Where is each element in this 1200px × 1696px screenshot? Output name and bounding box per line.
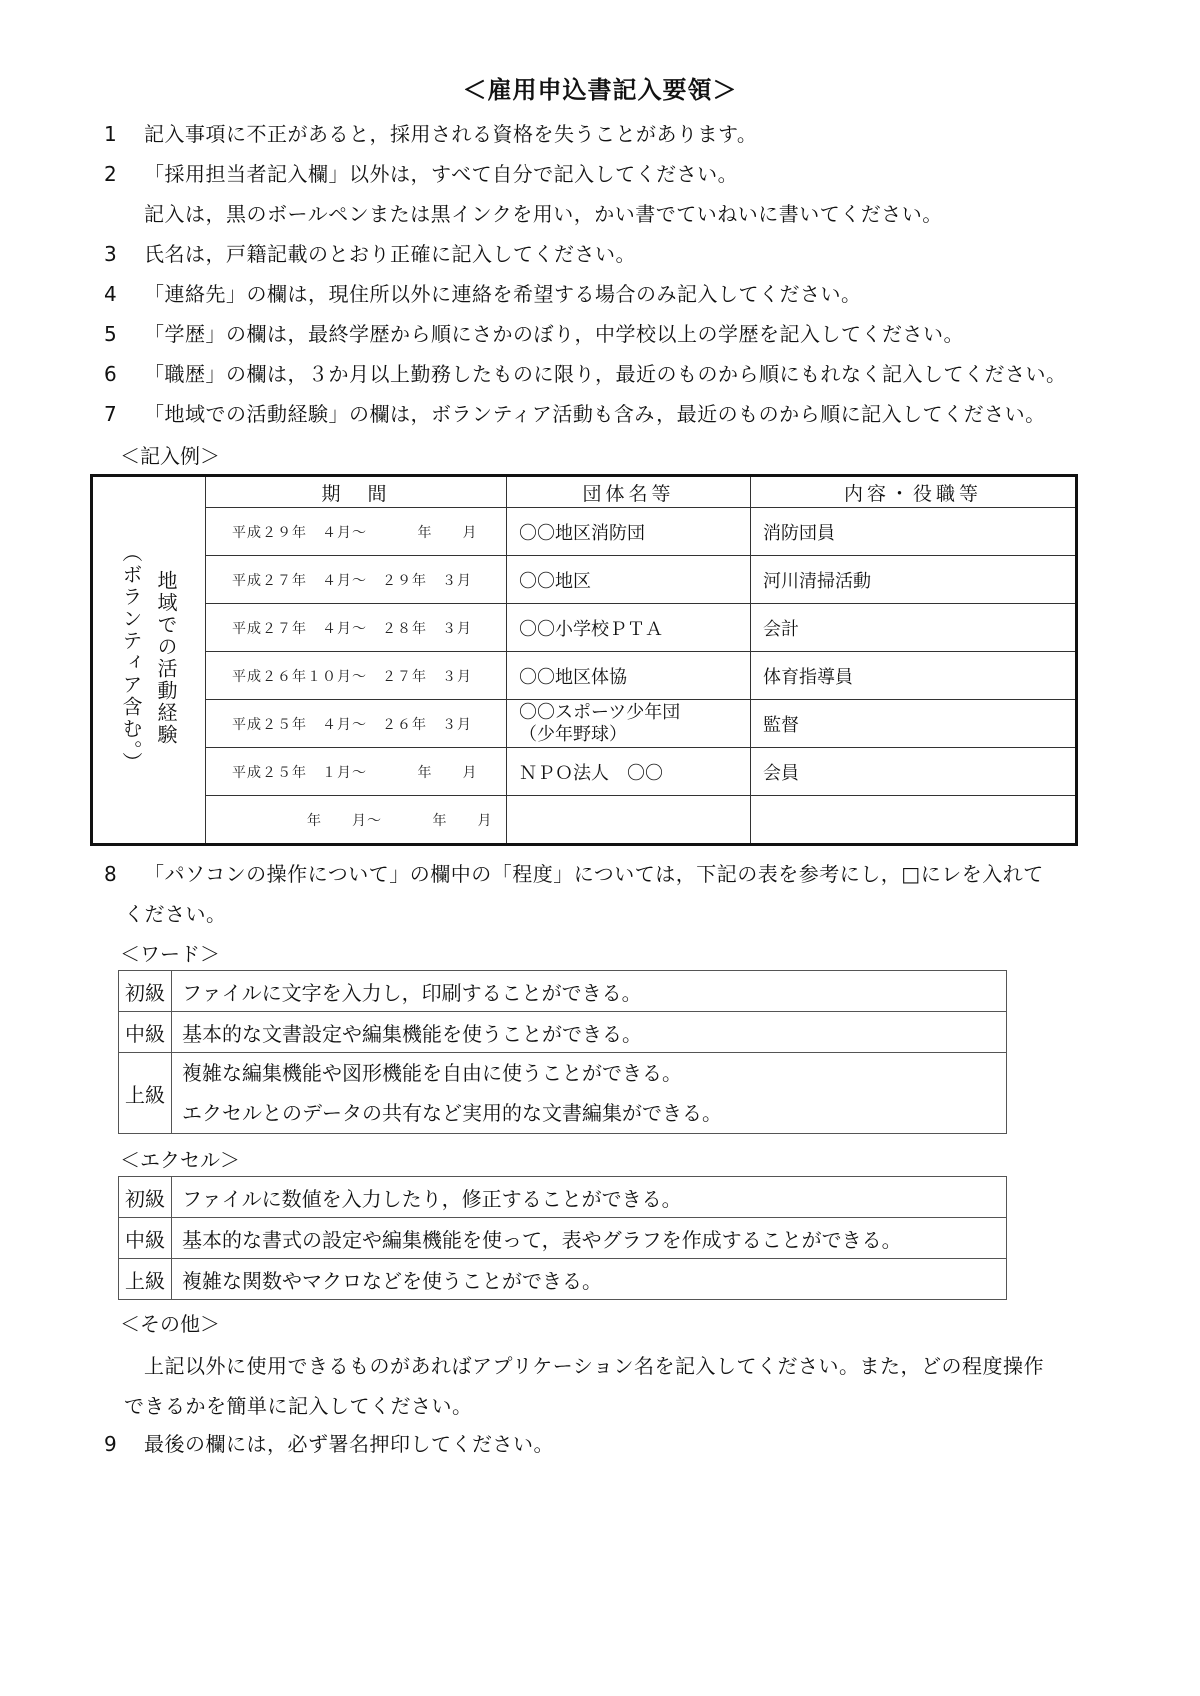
- org-cell: 〇〇地区体協: [507, 652, 751, 700]
- item-text: 「学歴」の欄は，最終学歴から順にさかのぼり，中学校以上の学歴を記入してください。: [144, 322, 964, 346]
- org-cell: ＮＰＯ法人 〇〇: [507, 748, 751, 796]
- table-row: [92, 508, 1077, 556]
- level-label: 中級: [119, 1218, 172, 1259]
- item-number: 7: [104, 402, 118, 426]
- role-cell: 消防団員: [751, 508, 1077, 556]
- item-number: 9: [104, 1432, 118, 1456]
- org-name: 〇〇スポーツ少年団: [519, 701, 681, 723]
- item-text: 氏名は，戸籍記載のとおり正確に記入してください。: [144, 242, 636, 266]
- level-label: 初級: [119, 971, 172, 1012]
- item-text: 記入事項に不正があると，採用される資格を失うことがあります。: [144, 122, 758, 146]
- org-cell: 〇〇地区消防団: [507, 508, 751, 556]
- item-2: [104, 160, 738, 188]
- item-3: [104, 240, 636, 268]
- item-1: [104, 120, 757, 148]
- period-cell: 平成２６年１０月～ ２７年 ３月: [206, 652, 507, 700]
- table-row: [92, 748, 1077, 796]
- table-row: [119, 1012, 1007, 1053]
- table-row: [92, 796, 1077, 845]
- level-label: 初級: [119, 1177, 172, 1218]
- level-label: 上級: [119, 1053, 172, 1134]
- level-description: 基本的な書式の設定や編集機能を使って，表やグラフを作成することができる。: [172, 1218, 1007, 1259]
- other-heading: ＜その他＞: [120, 1312, 220, 1336]
- document-title: ＜雇用申込書記入要領＞: [462, 76, 738, 104]
- word-level-table: [118, 970, 1007, 1134]
- excel-level-table: [118, 1176, 1007, 1300]
- table-row: [119, 1218, 1007, 1259]
- item-4: [104, 280, 862, 308]
- level-description: [172, 1053, 1007, 1134]
- org-note: （少年野球）: [519, 723, 627, 745]
- column-header-org: 団体名等: [507, 476, 751, 508]
- period-cell: 平成２９年 ４月～ 年 月: [206, 508, 507, 556]
- item-number: 8: [104, 862, 118, 886]
- side-label-main: 地域での活動経験: [154, 569, 178, 746]
- role-cell: 監督: [751, 700, 1077, 748]
- example-header-row: [92, 476, 1077, 508]
- period-cell: 平成２７年 ４月～ ２８年 ３月: [206, 604, 507, 652]
- item-number: 2: [104, 162, 118, 186]
- item-7: [104, 400, 1046, 428]
- item-number: 5: [104, 322, 118, 346]
- other-text-line-2: できるかを簡単に記入してください。: [124, 1394, 473, 1418]
- period-cell: 年 月～ 年 月: [206, 796, 507, 845]
- period-cell: 平成２７年 ４月～ ２９年 ３月: [206, 556, 507, 604]
- role-cell: 会員: [751, 748, 1077, 796]
- item-number: 4: [104, 282, 118, 306]
- role-cell: 体育指導員: [751, 652, 1077, 700]
- period-cell: 平成２５年 ４月～ ２６年 ３月: [206, 700, 507, 748]
- table-row: [119, 1053, 1007, 1134]
- table-row: [119, 971, 1007, 1012]
- table-row: [92, 556, 1077, 604]
- other-text-line-1: 上記以外に使用できるものがあればアプリケーション名を記入してください。また，どの程度操作: [144, 1354, 1044, 1378]
- table-row: [92, 700, 1077, 748]
- org-cell: 〇〇小学校ＰＴＡ: [507, 604, 751, 652]
- org-cell: 〇〇地区: [507, 556, 751, 604]
- level-description: 基本的な文書設定や編集機能を使うことができる。: [172, 1012, 1007, 1053]
- item-5: [104, 320, 964, 348]
- org-cell: [507, 796, 751, 845]
- level-label: 上級: [119, 1259, 172, 1300]
- table-row: [119, 1259, 1007, 1300]
- level-description: ファイルに数値を入力したり，修正することができる。: [172, 1177, 1007, 1218]
- table-row: [119, 1177, 1007, 1218]
- item-text: 「採用担当者記入欄」以外は，すべて自分で記入してください。: [144, 162, 739, 186]
- item-8-continued: ください。: [124, 902, 227, 926]
- role-cell: 河川清掃活動: [751, 556, 1077, 604]
- item-8: [104, 860, 1044, 888]
- item-text: 「パソコンの操作について」の欄中の「程度」については，下記の表を参考にし，□にレを入れて: [144, 862, 1044, 886]
- period-cell: 平成２５年 １月～ 年 月: [206, 748, 507, 796]
- item-text: 「連絡先」の欄は，現住所以外に連絡を希望する場合のみ記入してください。: [144, 282, 862, 306]
- item-text: 「職歴」の欄は，３か月以上勤務したものに限り，最近のものから順にもれなく記入してください。: [144, 362, 1067, 386]
- excel-heading: ＜エクセル＞: [120, 1148, 240, 1172]
- item-9: [104, 1430, 554, 1458]
- side-label-cell: [92, 476, 206, 845]
- description-line: エクセルとのデータの共有など実用的な文書編集ができる。: [182, 1101, 722, 1125]
- level-description: ファイルに文字を入力し，印刷することができる。: [172, 971, 1007, 1012]
- example-heading: ＜記入例＞: [120, 444, 220, 468]
- table-row: [92, 652, 1077, 700]
- description-line: 複雑な編集機能や図形機能を自由に使うことができる。: [182, 1061, 682, 1085]
- role-cell: 会計: [751, 604, 1077, 652]
- item-number: 1: [104, 122, 118, 146]
- item-number: 3: [104, 242, 118, 266]
- table-row: [92, 604, 1077, 652]
- item-text: 最後の欄には，必ず署名押印してください。: [144, 1432, 554, 1456]
- column-header-period: 期 間: [206, 476, 507, 508]
- example-table: [90, 474, 1078, 846]
- item-6: [104, 360, 1067, 388]
- word-heading: ＜ワード＞: [120, 942, 220, 966]
- item-number: 6: [104, 362, 118, 386]
- org-cell: [507, 700, 751, 748]
- side-label-sub: （ボランティア含む。）: [119, 541, 143, 774]
- item-2-continued: 記入は，黒のボールペンまたは黒インクを用い，かい書でていねいに書いてください。: [144, 202, 943, 226]
- item-text: 「地域での活動経験」の欄は，ボランティア活動も含み，最近のものから順に記入してください。: [144, 402, 1046, 426]
- role-cell: [751, 796, 1077, 845]
- level-label: 中級: [119, 1012, 172, 1053]
- level-description: 複雑な関数やマクロなどを使うことができる。: [172, 1259, 1007, 1300]
- column-header-role: 内容・役職等: [751, 476, 1077, 508]
